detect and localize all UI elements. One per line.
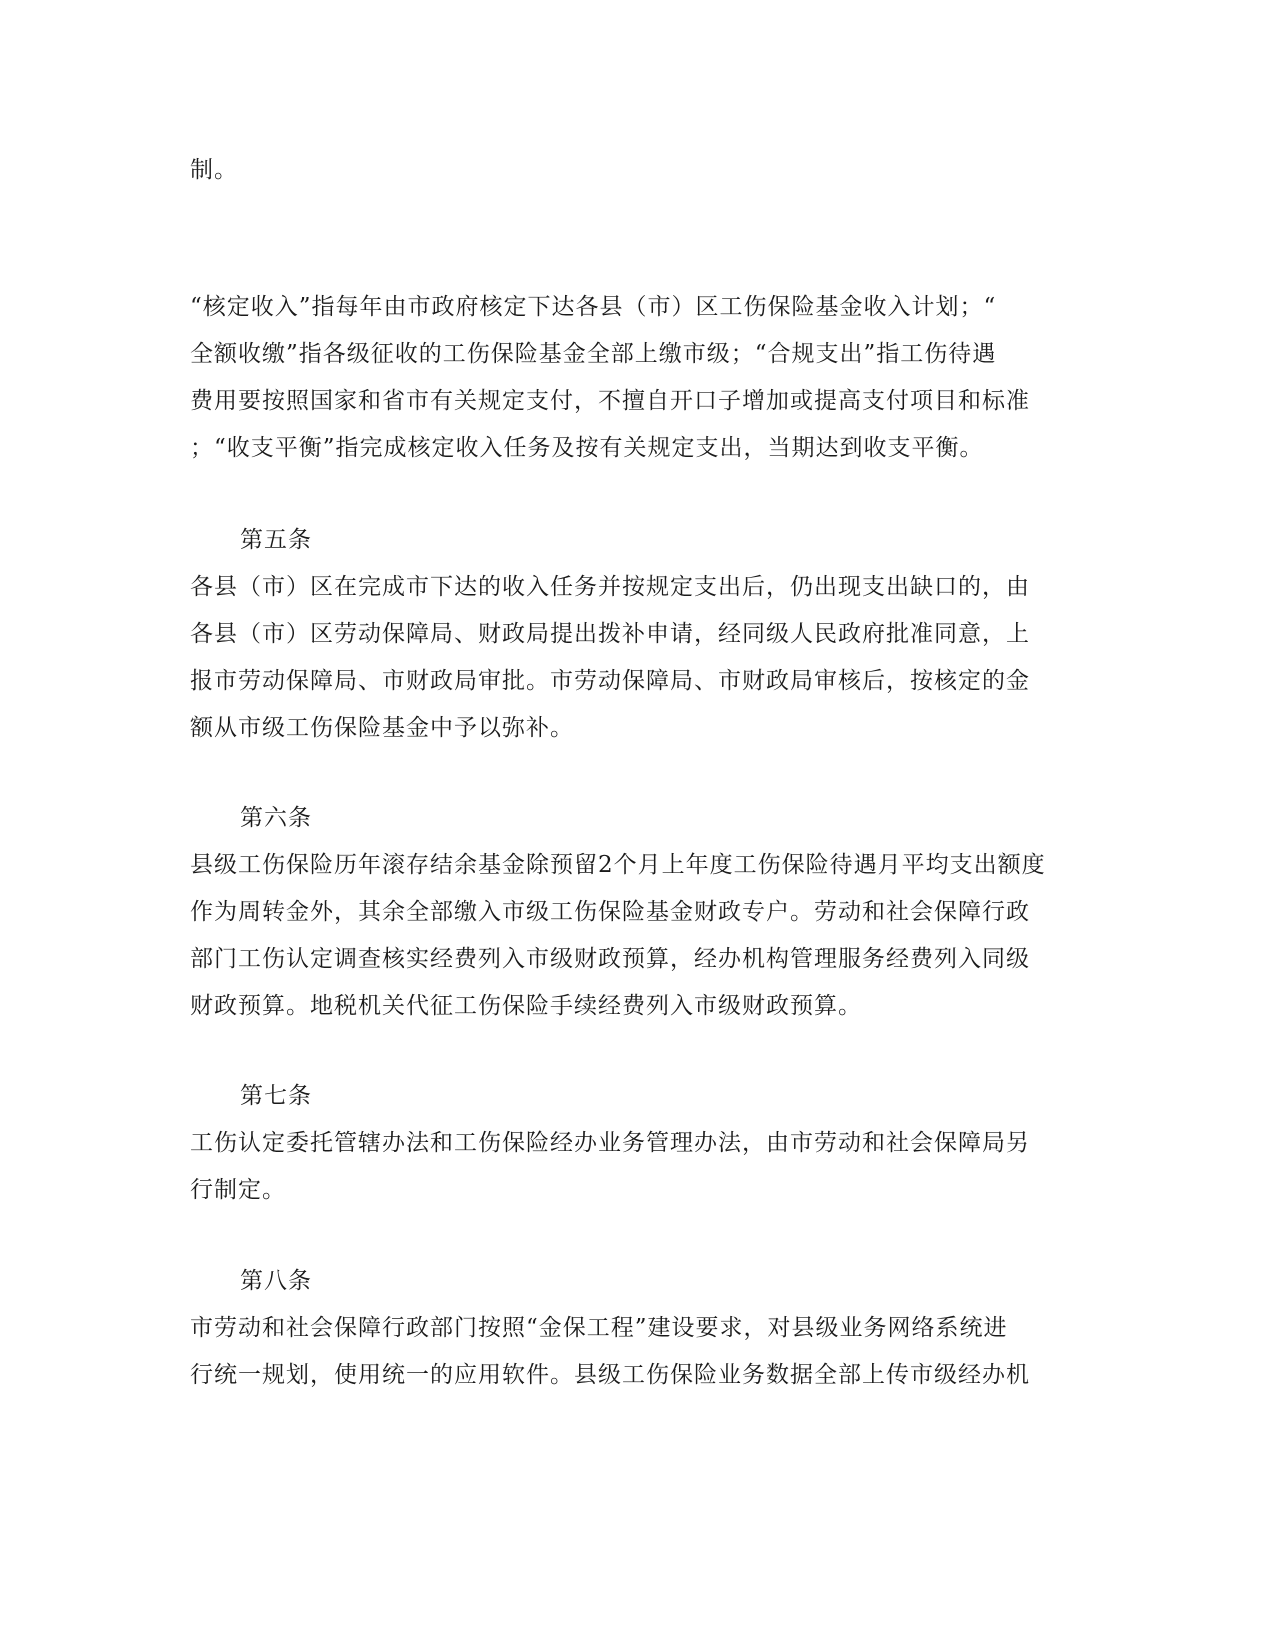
article-5-line: 各县（市）区在完成市下达的收入任务并按规定支出后，仍出现支出缺口的，由 <box>190 574 1030 600</box>
article-6-line: 财政预算。地税机关代征工伤保险手续经费列入市级财政预算。 <box>190 993 862 1019</box>
paragraph-line: ；“收支平衡”指完成核定收入任务及按有关规定支出，当期达到收支平衡。 <box>190 435 984 461</box>
article-6-line: 县级工伤保险历年滚存结余基金除预留2个月上年度工伤保险待遇月平均支出额度 <box>190 852 1046 878</box>
article-6-heading: 第六条 <box>240 805 312 831</box>
paragraph-line: 全额收缴”指各级征收的工伤保险基金全部上缴市级；“合规支出”指工伤待遇 <box>190 341 997 367</box>
paragraph-line: “核定收入”指每年由市政府核定下达各县（市）区工伤保险基金收入计划；“ <box>190 294 997 320</box>
article-5-line: 报市劳动保障局、市财政局审批。市劳动保障局、市财政局审核后，按核定的金 <box>190 668 1030 694</box>
intro-line: 制。 <box>190 157 238 183</box>
article-6-line: 作为周转金外，其余全部缴入市级工伤保险基金财政专户。劳动和社会保障行政 <box>190 899 1030 925</box>
paragraph-line: 费用要按照国家和省市有关规定支付，不擅自开口子增加或提高支付项目和标准 <box>190 388 1030 414</box>
article-5-line: 额从市级工伤保险基金中予以弥补。 <box>190 715 574 741</box>
article-8-heading: 第八条 <box>240 1268 312 1294</box>
article-8-line: 市劳动和社会保障行政部门按照“金保工程”建设要求，对县级业务网络系统进 <box>190 1315 1008 1341</box>
article-7-heading: 第七条 <box>240 1083 312 1109</box>
article-7-line: 行制定。 <box>190 1177 286 1203</box>
article-5-line: 各县（市）区劳动保障局、财政局提出拨补申请，经同级人民政府批准同意，上 <box>190 621 1030 647</box>
article-7-line: 工伤认定委托管辖办法和工伤保险经办业务管理办法，由市劳动和社会保障局另 <box>190 1130 1030 1156</box>
article-5-heading: 第五条 <box>240 527 312 553</box>
article-6-line: 部门工伤认定调查核实经费列入市级财政预算，经办机构管理服务经费列入同级 <box>190 946 1030 972</box>
article-8-line: 行统一规划，使用统一的应用软件。县级工伤保险业务数据全部上传市级经办机 <box>190 1362 1030 1388</box>
